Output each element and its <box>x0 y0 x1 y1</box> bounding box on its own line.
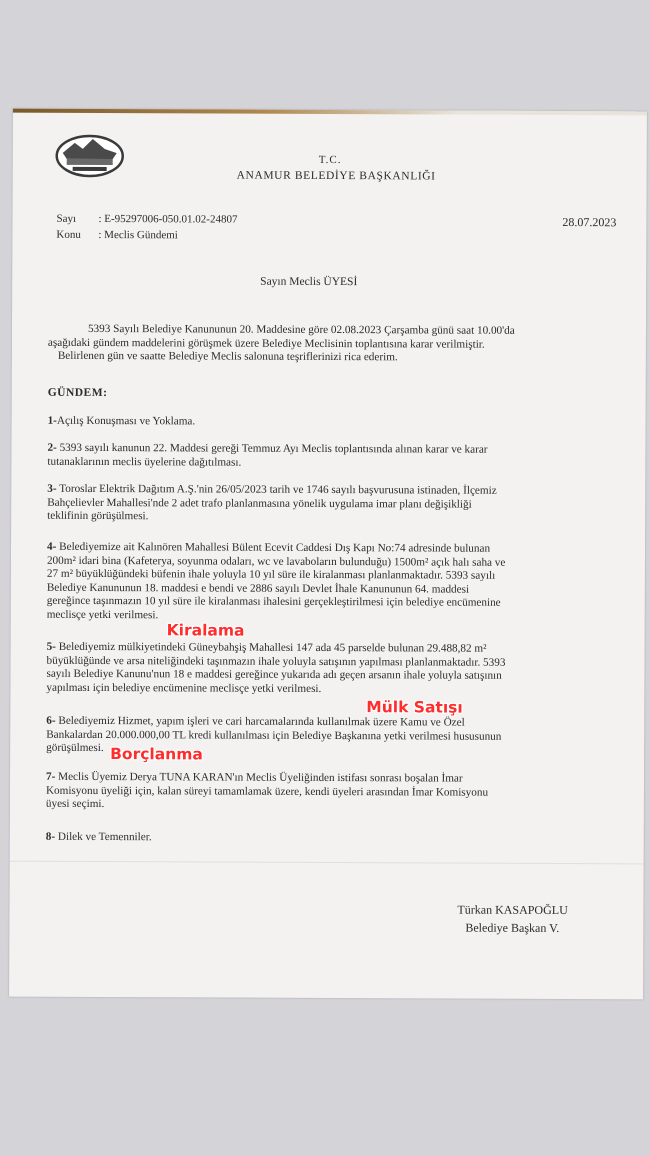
greeting: Sayın Meclis ÜYESİ <box>260 275 358 289</box>
agenda-item-4 <box>47 541 603 625</box>
item-number: 6- <box>46 714 56 727</box>
signatory-name: Türkan KASAPOĞLU <box>457 902 568 918</box>
institution-name: ANAMUR BELEDİYE BAŞKANLIĞI <box>236 169 436 183</box>
item-number: 8- <box>45 830 56 843</box>
sayi-label: Sayı <box>56 212 77 225</box>
paper-top-edge <box>13 109 647 116</box>
item-text: Toroslar Elektrik Dağıtım A.Ş.'nin 26/05/2023 tarih ve 1746 sayılı başvurusuna istinaden, İlçemiz <box>59 482 497 497</box>
item-text: gereğince taşınmazın 10 yıl süre ile kiralanması ihalesini gerçekleştirilmesi için belediye encümenine <box>46 595 501 610</box>
intro-line: aşağıdaki gündem maddelerini görüşmek üzere Belediye Meclisinin toplantısına karar verilmiştir. <box>47 336 485 351</box>
agenda-item-7 <box>46 771 602 814</box>
document-page <box>9 109 647 1000</box>
municipality-logo-icon <box>53 129 127 179</box>
item-number: 3- <box>47 482 57 495</box>
item-text: teklifinin görüşülmesi. <box>47 509 149 523</box>
item-text: üyesi seçimi. <box>45 797 105 811</box>
header-tc: T.C. <box>318 153 342 167</box>
item-number: 4- <box>47 540 57 553</box>
item-text: meclisçe yetki verilmesi. <box>46 608 159 622</box>
item-text: Belediyemiz Hizmet, yapım işleri ve cari harcamalarında kullanılmak üzere Kamu ve Özel <box>58 714 465 729</box>
document-date: 28.07.2023 <box>562 215 617 230</box>
item-text: Belediyemiz mülkiyetindeki Güneybahşiş Mahallesi 147 ada 45 parselde bulunan 29.488,82 m² <box>58 640 487 655</box>
intro-paragraph <box>48 323 604 366</box>
item-text: 5393 sayılı kanunun 22. Maddesi gereği Temmuz Ayı Meclis toplantısında alınan karar ve karar <box>59 441 488 456</box>
signatory-title: Belediye Başkan V. <box>465 920 560 936</box>
item-text: Bankalardan 20.000.000,00 TL kredi kullanılması için Belediye Başkanına yetki verilmesi hususunun <box>46 728 502 743</box>
agenda-item-2 <box>47 442 603 472</box>
item-text: Komisyonu üyeliği için, kalan süreyi tamamlamak üzere, kendi üyeleri arasından İmar Komisyonu <box>45 784 489 799</box>
item-text: 27 m² büyüklüğündeki büfenin ihale yoluyla 10 yıl süre ile kiralanması planlanmaktadır. 5393 sayılı <box>46 567 496 582</box>
item-text: Bahçelievler Mahallesi'nde 2 adet trafo planlanmasına yönelik uygulama imar planı değişikliği <box>47 496 472 511</box>
item-text: Meclis Üyemiz Derya TUNA KARAN'ın Meclis Üyeliğinden istifası sonrası boşalan İmar <box>58 770 463 785</box>
item-text: tutanaklarının meclis üyelerine dağıtılması. <box>47 455 242 469</box>
item-number: 1- <box>47 414 57 427</box>
konu-value: : Meclis Gündemi <box>98 228 178 242</box>
item-text: yapılması için belediye encümenine meclisçe yetki verilmesi. <box>46 681 322 695</box>
item-number: 7- <box>45 770 56 783</box>
item-text: Dilek ve Temenniler. <box>57 830 152 844</box>
annotation-kiralama: Kiralama <box>166 621 245 640</box>
agenda-item-5 <box>46 641 602 698</box>
item-text: Belediye Kanununun 18. maddesi e bendi ve 2886 sayılı Devlet İhale Kanununun 64. maddesi <box>46 581 470 596</box>
paper-fold-line <box>10 861 644 865</box>
annotation-borclanma: Borçlanma <box>110 745 203 764</box>
agenda-item-3 <box>47 483 603 526</box>
item-text: sayılı Belediye Kanunu'nun 18 e maddesi gereğince yukarıda adı geçen arsanın ihale yoluyla satışının <box>46 667 502 682</box>
item-number: 2- <box>47 441 57 454</box>
annotation-mulk-satisi: Mülk Satışı <box>366 698 463 717</box>
item-number: 5- <box>46 640 56 653</box>
item-text: Belediyemize ait Kalınören Mahallesi Bülent Ecevit Caddesi Dış Kapı No:74 adresinde bulunan <box>59 540 491 555</box>
item-text: büyüklüğünde ve arsa niteliğindeki taşınmazın ihale yoluyla satışının yapılması planlanmaktadır. 5393 <box>46 654 506 669</box>
agenda-title: GÜNDEM: <box>47 386 108 400</box>
item-text: görüşülmesi. <box>46 741 104 755</box>
agenda-item-8 <box>46 831 602 847</box>
intro-line: Belirlenen gün ve saatte Belediye Meclis salonuna teşriflerinizi rica ederim. <box>57 350 398 364</box>
konu-label: Konu <box>56 228 81 241</box>
intro-line: 5393 Sayılı Belediye Kanununun 20. Maddesine göre 02.08.2023 Çarşamba günü saat 10.00'da <box>87 322 515 337</box>
item-text: Açılış Konuşması ve Yoklama. <box>56 414 196 428</box>
sayi-value: : E-95297006-050.01.02-24807 <box>98 212 238 226</box>
item-text: 200m² idari bina (Kafeterya, soyunma odaları, wc ve lavaboların bulunduğu) 1500m² açık halı saha ve <box>46 554 506 569</box>
agenda-item-1 <box>48 415 604 431</box>
